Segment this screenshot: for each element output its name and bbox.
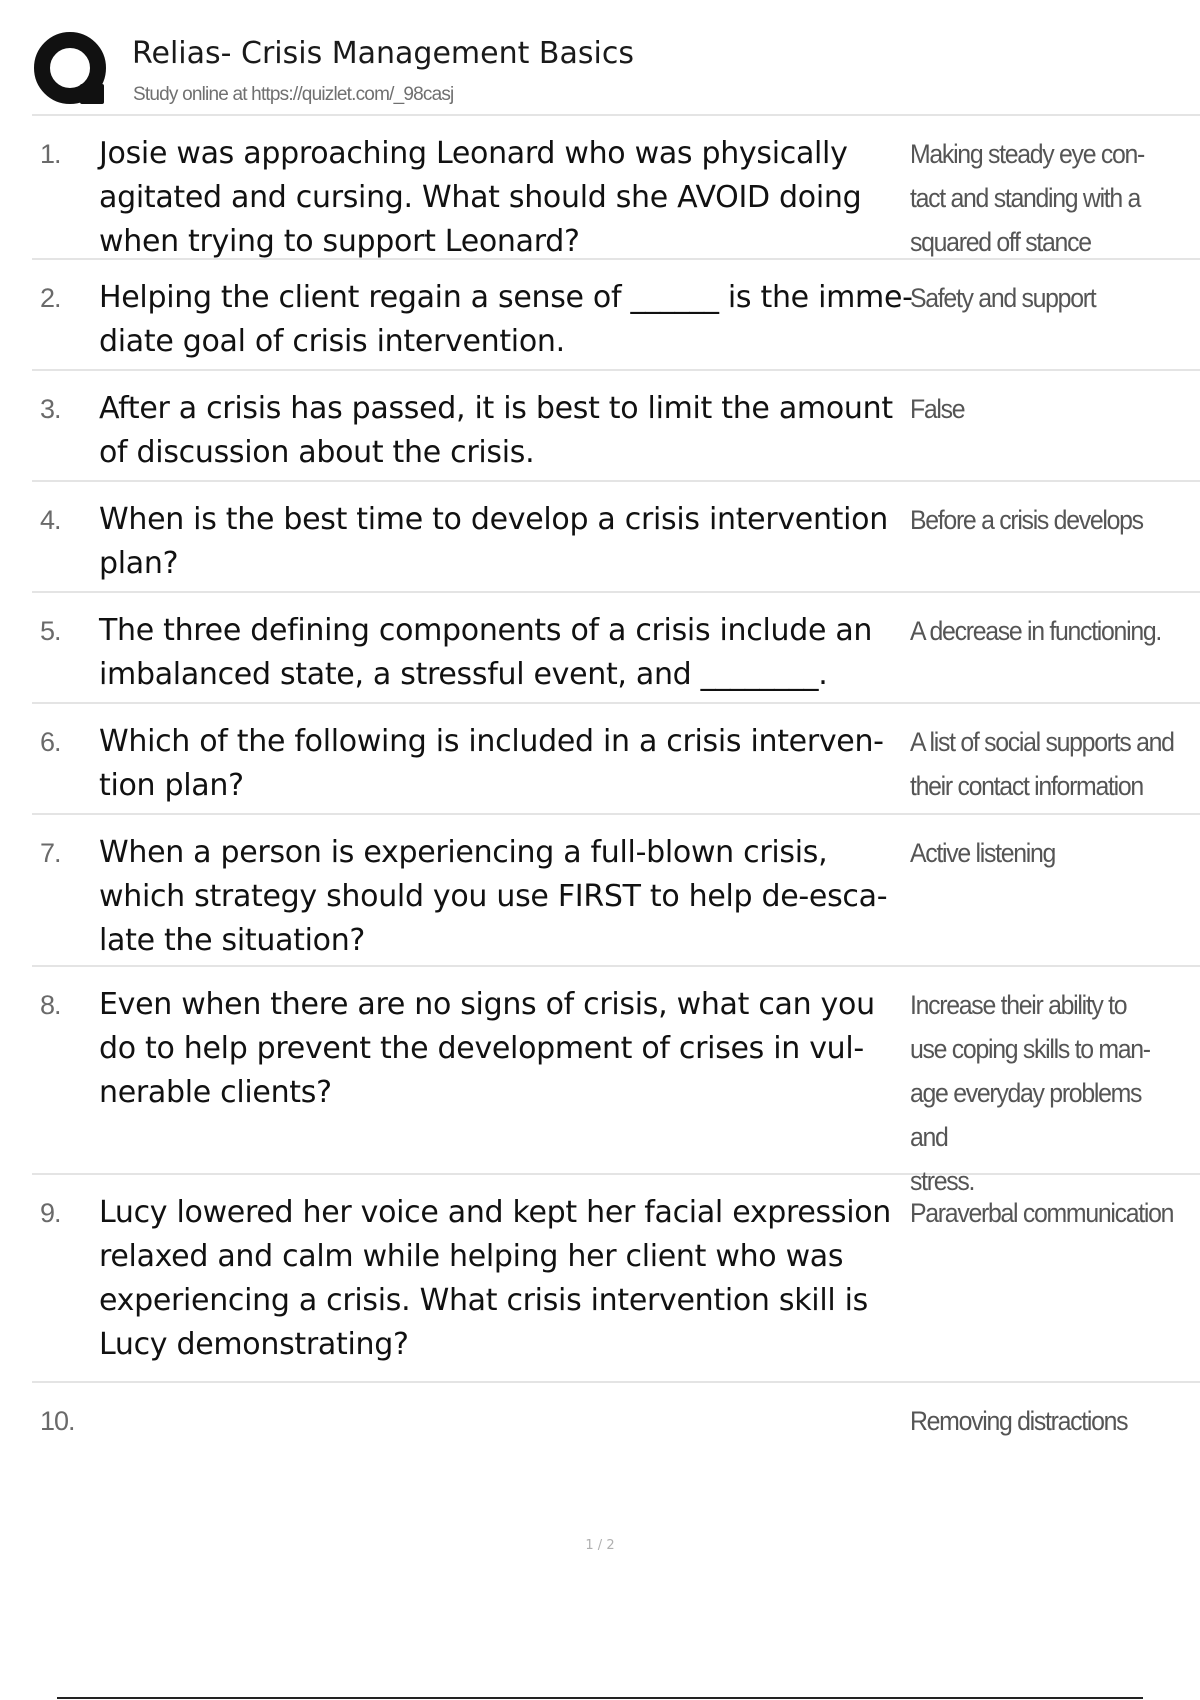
card-definition: False <box>910 394 965 424</box>
flashcard-row <box>32 1383 1200 1463</box>
study-online-link[interactable]: Study online at https://quizlet.com/_98casj <box>133 84 454 105</box>
card-term: Which of the following is included in a crisis interven- tion plan? <box>99 724 884 803</box>
card-definition: Before a crisis develops <box>910 505 1143 535</box>
card-number: 4. <box>40 505 61 535</box>
flashcard-row <box>32 704 1200 815</box>
document-title: Relias- Crisis Management Basics <box>132 36 634 71</box>
page-number: 1 / 2 <box>585 1538 615 1553</box>
card-definition: Removing distractions <box>910 1406 1128 1436</box>
flashcard-row <box>32 815 1200 967</box>
card-definition: A list of social supports and their contact information <box>910 727 1174 801</box>
card-term: When is the best time to develop a crisis intervention plan? <box>99 502 888 581</box>
card-term: Josie was approaching Leonard who was physically agitated and cursing. What should she AVOID doing when trying to support Leonard? <box>99 136 862 259</box>
card-definition: Increase their ability to use coping skills to man- age everyday problems and stress. <box>910 990 1150 1196</box>
card-definition: Active listening <box>910 838 1056 868</box>
card-number: 8. <box>40 990 61 1020</box>
flashcard-row <box>32 116 1200 260</box>
card-definition: A decrease in functioning. <box>910 616 1161 646</box>
document-header <box>32 28 1200 114</box>
card-term: Lucy lowered her voice and kept her facial expression relaxed and calm while helping her client who was experiencing a crisis. What crisis intervention skill is Lucy demonstrating? <box>99 1195 892 1362</box>
card-number: 3. <box>40 394 61 424</box>
flashcard-list <box>32 116 1200 1463</box>
card-number: 2. <box>40 283 61 313</box>
card-term: Even when there are no signs of crisis, what can you do to help prevent the development of crises in vul- nerable clients? <box>99 987 875 1110</box>
page-bottom-divider <box>57 1697 1143 1699</box>
flashcard-row <box>32 482 1200 593</box>
card-term: After a crisis has passed, it is best to limit the amount of discussion about the crisis. <box>99 391 893 470</box>
card-term: The three defining components of a crisis include an imbalanced state, a stressful event, and ________. <box>99 613 873 692</box>
card-term: Helping the client regain a sense of ______ is the imme- diate goal of crisis intervention. <box>99 280 913 359</box>
card-number: 10. <box>40 1406 75 1436</box>
card-definition: Paraverbal communication <box>910 1198 1174 1228</box>
card-definition: Safety and support <box>910 283 1096 313</box>
card-number: 7. <box>40 838 61 868</box>
card-number: 5. <box>40 616 61 646</box>
card-number: 9. <box>40 1198 61 1228</box>
card-term: When a person is experiencing a full-blown crisis, which strategy should you use FIRST to help de-esca- late the situation? <box>99 835 888 958</box>
flashcard-row <box>32 371 1200 482</box>
card-number: 1. <box>40 139 61 169</box>
quizlet-logo-icon <box>32 30 112 110</box>
flashcard-row <box>32 967 1200 1196</box>
card-number: 6. <box>40 727 61 757</box>
flashcard-row <box>32 1175 1200 1383</box>
card-definition: Making steady eye con- tact and standing with a squared off stance <box>910 139 1145 257</box>
flashcard-row <box>32 593 1200 704</box>
flashcard-row <box>32 260 1200 371</box>
